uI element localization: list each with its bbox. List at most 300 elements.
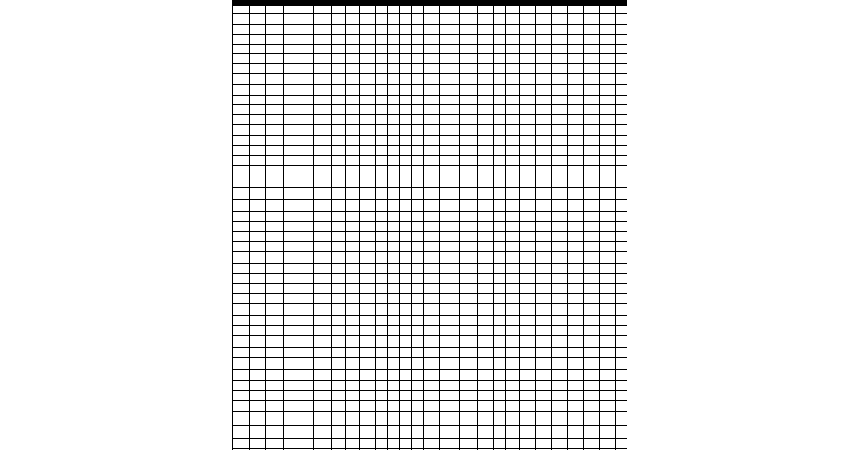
table-row	[233, 370, 628, 381]
table-cell	[494, 166, 506, 188]
table-cell	[552, 64, 568, 74]
table-cell	[536, 54, 552, 64]
table-cell	[412, 54, 424, 64]
table-cell	[388, 439, 400, 449]
table-cell	[520, 14, 536, 25]
table-cell	[388, 105, 400, 115]
table-cell	[250, 166, 266, 188]
table-cell	[346, 14, 360, 25]
table-cell	[460, 391, 478, 401]
table-cell	[520, 74, 536, 85]
table-cell	[314, 284, 332, 294]
table-cell	[520, 242, 536, 252]
table-cell	[400, 264, 412, 274]
table-cell	[520, 6, 536, 14]
table-row	[233, 358, 628, 370]
table-cell	[250, 74, 266, 85]
table-cell	[584, 232, 600, 242]
table-cell	[600, 85, 616, 96]
table-cell	[284, 105, 314, 115]
table-cell	[400, 426, 412, 439]
table-cell	[552, 274, 568, 284]
table-cell	[250, 284, 266, 294]
table-cell	[346, 188, 360, 200]
table-cell	[506, 6, 520, 14]
table-cell	[412, 188, 424, 200]
table-cell	[600, 200, 616, 212]
table-cell	[584, 252, 600, 264]
table-cell	[284, 85, 314, 96]
table-cell	[460, 200, 478, 212]
table-cell	[360, 242, 376, 252]
table-cell	[250, 14, 266, 25]
table-cell	[460, 242, 478, 252]
table-cell	[520, 294, 536, 304]
table-row	[233, 412, 628, 426]
table-cell	[424, 136, 440, 146]
table-cell	[388, 136, 400, 146]
table-cell	[478, 64, 494, 74]
table-cell	[332, 96, 346, 105]
table-cell	[506, 166, 520, 188]
table-cell	[332, 316, 346, 326]
table-cell	[346, 252, 360, 264]
table-cell	[424, 45, 440, 54]
table-cell	[266, 64, 284, 74]
table-cell	[460, 188, 478, 200]
table-cell	[568, 326, 584, 336]
table-cell	[376, 96, 388, 105]
table-cell	[284, 166, 314, 188]
table-cell	[314, 212, 332, 222]
table-cell	[506, 35, 520, 45]
table-cell	[440, 336, 460, 348]
table-cell	[520, 439, 536, 449]
table-cell	[506, 326, 520, 336]
table-cell	[266, 304, 284, 316]
table-cell	[552, 115, 568, 125]
table-cell	[314, 242, 332, 252]
table-cell	[536, 96, 552, 105]
table-cell	[266, 14, 284, 25]
table-cell	[536, 264, 552, 274]
table-cell	[568, 35, 584, 45]
table-cell	[494, 336, 506, 348]
table-cell	[600, 35, 616, 45]
table-cell	[266, 85, 284, 96]
table-cell	[314, 25, 332, 35]
table-cell	[616, 85, 628, 96]
table-cell	[266, 284, 284, 294]
table-cell	[314, 64, 332, 74]
table-cell	[250, 264, 266, 274]
table-cell	[506, 85, 520, 96]
table-cell	[536, 136, 552, 146]
table-cell	[520, 64, 536, 74]
table-cell	[520, 105, 536, 115]
table-cell	[494, 146, 506, 156]
table-cell	[568, 125, 584, 136]
table-cell	[332, 188, 346, 200]
table-cell	[506, 336, 520, 348]
table-cell	[424, 316, 440, 326]
table-cell	[388, 401, 400, 412]
table-cell	[584, 304, 600, 316]
table-cell	[266, 242, 284, 252]
table-cell	[266, 336, 284, 348]
table-cell	[568, 401, 584, 412]
table-cell	[360, 200, 376, 212]
table-cell	[250, 370, 266, 381]
table-cell	[440, 439, 460, 449]
table-cell	[478, 232, 494, 242]
table-cell	[376, 146, 388, 156]
table-cell	[506, 125, 520, 136]
table-cell	[346, 96, 360, 105]
table-cell	[400, 6, 412, 14]
table-cell	[346, 166, 360, 188]
table-cell	[388, 381, 400, 391]
table-cell	[536, 74, 552, 85]
table-cell	[233, 115, 250, 125]
table-cell	[388, 304, 400, 316]
table-cell	[233, 391, 250, 401]
table-cell	[440, 381, 460, 391]
table-cell	[388, 222, 400, 232]
table-cell	[284, 232, 314, 242]
table-cell	[552, 45, 568, 54]
table-cell	[440, 105, 460, 115]
table-cell	[506, 25, 520, 35]
table-cell	[412, 115, 424, 125]
table-cell	[600, 146, 616, 156]
table-cell	[266, 426, 284, 439]
table-cell	[616, 14, 628, 25]
table-cell	[478, 54, 494, 64]
table-cell	[506, 188, 520, 200]
table-cell	[536, 391, 552, 401]
table-cell	[568, 212, 584, 222]
table-cell	[388, 294, 400, 304]
table-cell	[388, 96, 400, 105]
table-cell	[616, 54, 628, 64]
table-cell	[412, 125, 424, 136]
table-cell	[478, 336, 494, 348]
table-row	[233, 381, 628, 391]
table-cell	[494, 54, 506, 64]
table-cell	[400, 45, 412, 54]
table-cell	[494, 45, 506, 54]
table-cell	[314, 358, 332, 370]
table-cell	[478, 412, 494, 426]
table-cell	[284, 326, 314, 336]
table-cell	[494, 348, 506, 358]
table-cell	[600, 439, 616, 449]
table-cell	[600, 284, 616, 294]
table-cell	[600, 212, 616, 222]
table-cell	[440, 14, 460, 25]
table-cell	[584, 156, 600, 166]
table-cell	[376, 370, 388, 381]
table-cell	[520, 370, 536, 381]
table-cell	[233, 85, 250, 96]
table-cell	[460, 264, 478, 274]
table-cell	[412, 274, 424, 284]
table-cell	[412, 264, 424, 274]
table-cell	[332, 326, 346, 336]
table-cell	[266, 6, 284, 14]
table-cell	[400, 200, 412, 212]
table-cell	[376, 188, 388, 200]
table-cell	[284, 115, 314, 125]
table-cell	[536, 166, 552, 188]
table-cell	[536, 316, 552, 326]
table-cell	[284, 370, 314, 381]
table-cell	[584, 274, 600, 284]
table-cell	[412, 166, 424, 188]
table-cell	[360, 222, 376, 232]
table-cell	[478, 391, 494, 401]
table-cell	[346, 54, 360, 64]
table-cell	[284, 412, 314, 426]
table-cell	[400, 188, 412, 200]
table-cell	[600, 105, 616, 115]
table-cell	[332, 6, 346, 14]
table-cell	[266, 401, 284, 412]
table-cell	[506, 348, 520, 358]
table-row	[233, 96, 628, 105]
table-cell	[460, 54, 478, 64]
table-cell	[400, 115, 412, 125]
table-cell	[584, 188, 600, 200]
table-cell	[400, 391, 412, 401]
table-cell	[332, 264, 346, 274]
table-cell	[233, 326, 250, 336]
table-cell	[536, 222, 552, 232]
table-cell	[284, 54, 314, 64]
table-cell	[360, 146, 376, 156]
table-cell	[376, 6, 388, 14]
table-cell	[314, 252, 332, 264]
table-row	[233, 264, 628, 274]
table-cell	[233, 284, 250, 294]
table-cell	[412, 401, 424, 412]
table-cell	[424, 284, 440, 294]
table-cell	[412, 316, 424, 326]
table-cell	[616, 426, 628, 439]
table-cell	[424, 439, 440, 449]
table-cell	[250, 439, 266, 449]
table-cell	[400, 370, 412, 381]
table-cell	[314, 166, 332, 188]
table-cell	[376, 358, 388, 370]
table-cell	[400, 35, 412, 45]
table-cell	[388, 35, 400, 45]
table-cell	[346, 381, 360, 391]
table-row	[233, 166, 628, 188]
table-cell	[494, 105, 506, 115]
table-cell	[460, 252, 478, 264]
table-cell	[478, 274, 494, 284]
table-cell	[400, 326, 412, 336]
table-cell	[616, 45, 628, 54]
table-cell	[376, 105, 388, 115]
table-cell	[494, 125, 506, 136]
table-cell	[478, 125, 494, 136]
table-cell	[584, 74, 600, 85]
table-cell	[250, 54, 266, 64]
table-cell	[568, 232, 584, 242]
table-cell	[424, 264, 440, 274]
table-cell	[552, 326, 568, 336]
table-cell	[536, 146, 552, 156]
table-cell	[284, 274, 314, 284]
table-cell	[424, 146, 440, 156]
table-cell	[284, 252, 314, 264]
table-cell	[424, 336, 440, 348]
table-cell	[233, 294, 250, 304]
table-cell	[346, 426, 360, 439]
table-cell	[376, 54, 388, 64]
table-cell	[568, 316, 584, 326]
table-cell	[506, 391, 520, 401]
table-cell	[584, 64, 600, 74]
table-cell	[284, 35, 314, 45]
table-cell	[376, 412, 388, 426]
table-cell	[284, 200, 314, 212]
table-cell	[506, 401, 520, 412]
table-cell	[412, 391, 424, 401]
table-cell	[616, 125, 628, 136]
table-cell	[600, 358, 616, 370]
table-cell	[536, 426, 552, 439]
table-cell	[584, 439, 600, 449]
table-cell	[233, 252, 250, 264]
table-cell	[616, 115, 628, 125]
table-cell	[478, 304, 494, 316]
table-cell	[233, 304, 250, 316]
table-cell	[616, 212, 628, 222]
table-cell	[360, 136, 376, 146]
table-cell	[250, 156, 266, 166]
table-cell	[314, 14, 332, 25]
table-cell	[478, 200, 494, 212]
table-cell	[376, 316, 388, 326]
table-cell	[520, 284, 536, 294]
table-cell	[332, 370, 346, 381]
table-cell	[600, 391, 616, 401]
table-cell	[346, 45, 360, 54]
table-cell	[616, 25, 628, 35]
table-cell	[440, 74, 460, 85]
table-cell	[616, 391, 628, 401]
table-cell	[314, 6, 332, 14]
table-body	[233, 6, 628, 450]
table-cell	[600, 348, 616, 358]
table-cell	[233, 45, 250, 54]
table-cell	[412, 348, 424, 358]
table-cell	[600, 125, 616, 136]
table-cell	[440, 6, 460, 14]
table-cell	[400, 348, 412, 358]
table-cell	[584, 294, 600, 304]
table-cell	[376, 14, 388, 25]
table-cell	[600, 381, 616, 391]
table-cell	[584, 96, 600, 105]
table-cell	[460, 381, 478, 391]
table-cell	[460, 45, 478, 54]
table-cell	[266, 439, 284, 449]
table-cell	[616, 326, 628, 336]
table-cell	[266, 212, 284, 222]
table-cell	[478, 115, 494, 125]
table-cell	[478, 74, 494, 85]
table-cell	[440, 274, 460, 284]
table-cell	[616, 105, 628, 115]
table-cell	[600, 45, 616, 54]
table-row	[233, 35, 628, 45]
table-cell	[424, 412, 440, 426]
table-cell	[284, 156, 314, 166]
table-cell	[440, 96, 460, 105]
table-cell	[360, 412, 376, 426]
table-cell	[494, 35, 506, 45]
table-cell	[266, 264, 284, 274]
table-cell	[568, 188, 584, 200]
table-cell	[388, 242, 400, 252]
table-cell	[332, 381, 346, 391]
table-cell	[412, 304, 424, 316]
table-cell	[584, 25, 600, 35]
table-cell	[600, 136, 616, 146]
table-cell	[266, 54, 284, 64]
table-row	[233, 294, 628, 304]
table-cell	[536, 45, 552, 54]
table-cell	[568, 370, 584, 381]
table-cell	[400, 439, 412, 449]
table-cell	[494, 212, 506, 222]
table-cell	[314, 74, 332, 85]
table-cell	[376, 222, 388, 232]
table-cell	[250, 252, 266, 264]
table-cell	[568, 74, 584, 85]
table-cell	[494, 358, 506, 370]
table-cell	[536, 14, 552, 25]
table-cell	[506, 136, 520, 146]
table-cell	[568, 14, 584, 25]
table-cell	[552, 304, 568, 316]
table-cell	[584, 146, 600, 156]
table-cell	[460, 166, 478, 188]
table-cell	[584, 125, 600, 136]
table-cell	[233, 6, 250, 14]
table-cell	[250, 316, 266, 326]
table-cell	[584, 391, 600, 401]
table-cell	[440, 294, 460, 304]
table-row	[233, 212, 628, 222]
table-row	[233, 115, 628, 125]
table-cell	[552, 96, 568, 105]
table-cell	[552, 156, 568, 166]
table-cell	[520, 348, 536, 358]
table-cell	[388, 284, 400, 294]
table-cell	[506, 232, 520, 242]
table-cell	[536, 242, 552, 252]
table-cell	[616, 242, 628, 252]
table-cell	[332, 125, 346, 136]
table-cell	[424, 125, 440, 136]
table-cell	[332, 14, 346, 25]
